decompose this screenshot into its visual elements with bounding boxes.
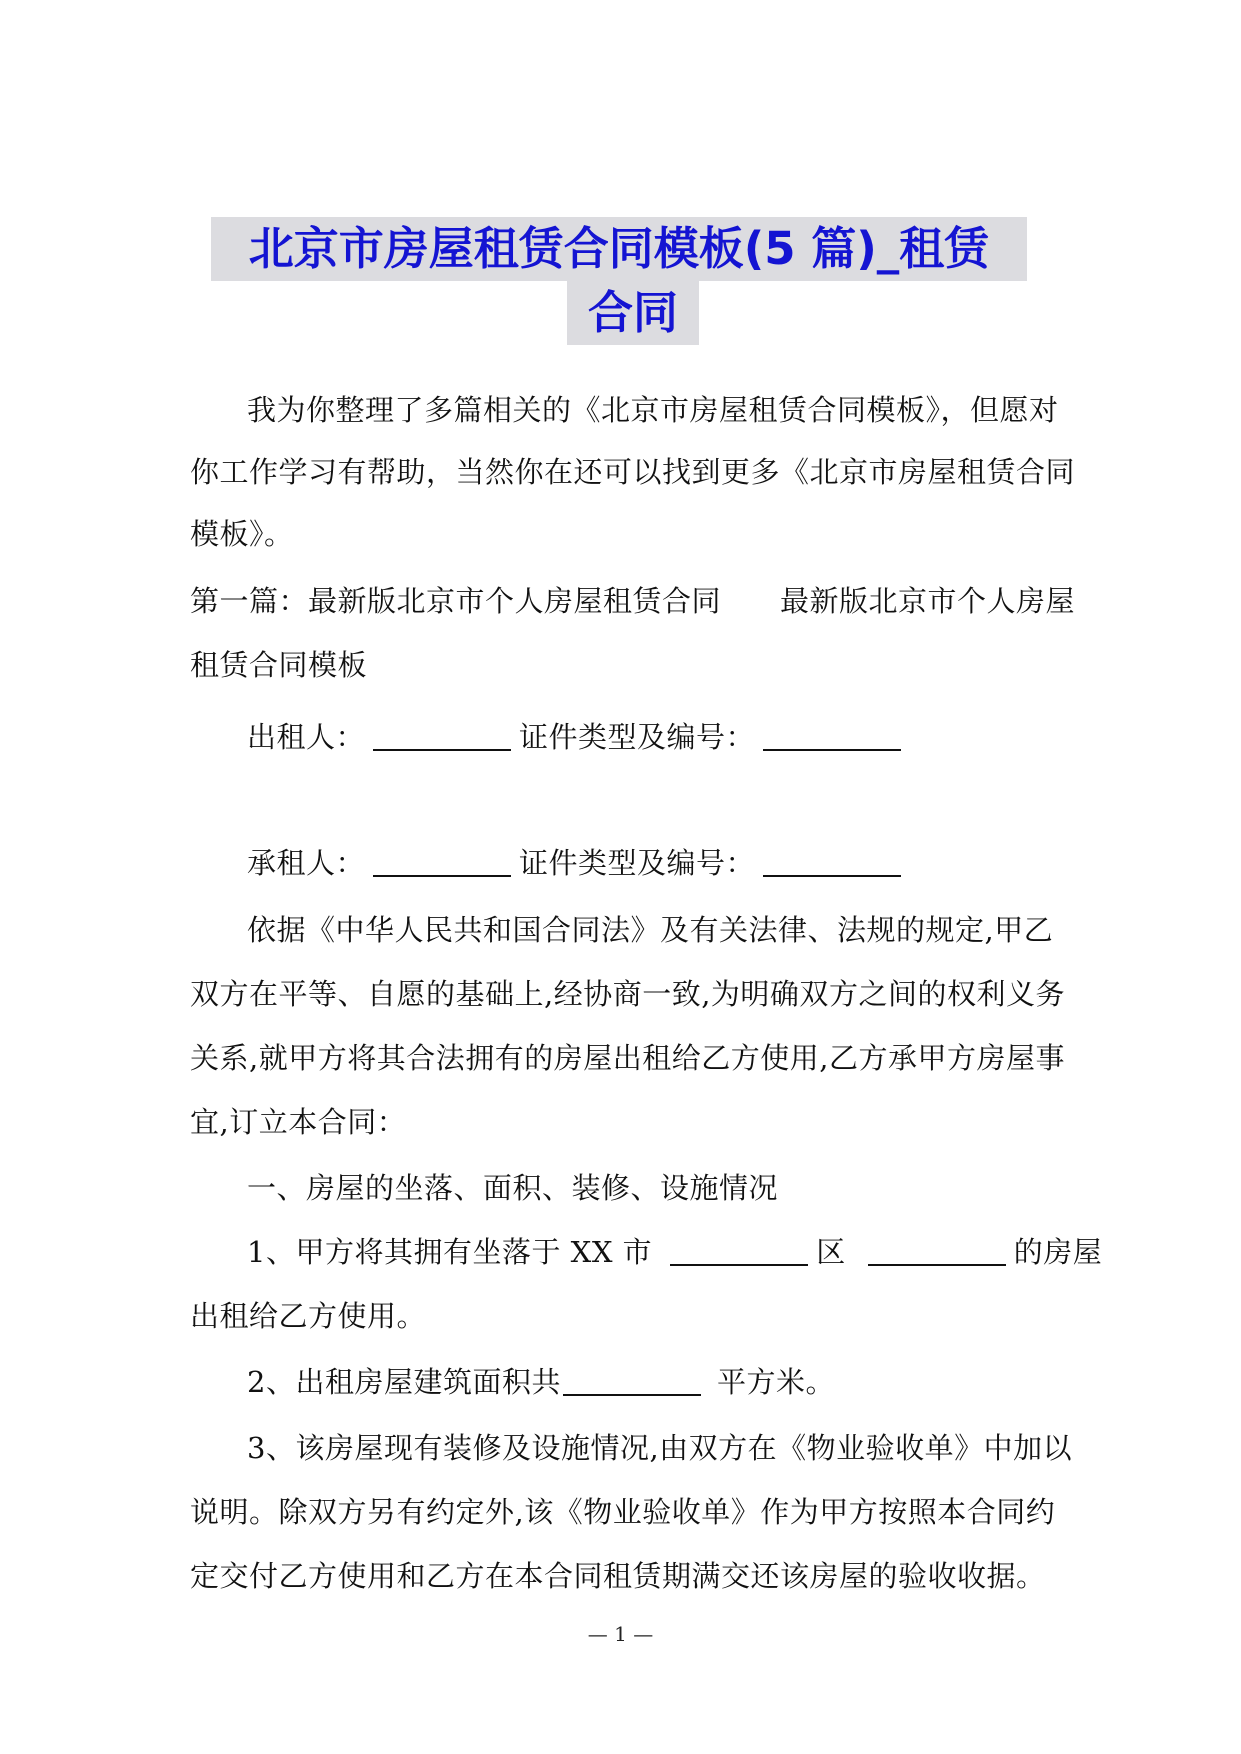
- lessor-id-label: 证件类型及编号：: [519, 720, 756, 754]
- preamble-line-2: 双方在平等、自愿的基础上,经协商一致,为明确双方之间的权利义务: [190, 977, 1065, 1011]
- lessee-id-blank: [763, 845, 901, 877]
- lessor-blank: [373, 719, 511, 751]
- article1-item3-line-1: 3、该房屋现有装修及设施情况,由双方在《物业验收单》中加以: [247, 1431, 1073, 1465]
- page-number: — 1 —: [587, 1622, 654, 1646]
- preamble-line-1: 依据《中华人民共和国合同法》及有关法律、法规的规定,甲乙: [247, 913, 1054, 947]
- article1-item1-line-2: 出租给乙方使用。: [190, 1299, 427, 1333]
- intro-line-1: 我为你整理了多篇相关的《北京市房屋租赁合同模板》，但愿对: [247, 393, 1059, 427]
- article1-item1-line-1: [247, 1232, 1102, 1272]
- item1-text-part2: 区: [816, 1235, 846, 1269]
- preamble-line-3: 关系,就甲方将其合法拥有的房屋出租给乙方使用,乙方承甲方房屋事: [190, 1041, 1065, 1075]
- article1-heading: 一、房屋的坐落、面积、装修、设施情况: [247, 1171, 779, 1205]
- lessor-id-blank: [763, 719, 901, 751]
- lessee-id-label: 证件类型及编号：: [519, 846, 756, 880]
- document-title-line-1: 北京市房屋租赁合同模板(5 篇)_租赁: [211, 217, 1027, 281]
- document-title-line-2: 合同: [567, 281, 699, 345]
- article1-item3-line-2: 说明。除双方另有约定外,该《物业验收单》作为甲方按照本合同约: [190, 1495, 1056, 1529]
- intro-line-2: 你工作学习有帮助，当然你在还可以找到更多《北京市房屋租赁合同: [190, 455, 1076, 489]
- article1-item2-line: [247, 1362, 835, 1402]
- area-blank: [563, 1364, 701, 1396]
- item1-text-part1: 1、甲方将其拥有坐落于 XX 市: [247, 1235, 653, 1269]
- item2-text-part2: 平方米。: [716, 1365, 835, 1399]
- item2-text-part1: 2、出租房屋建筑面积共: [247, 1365, 561, 1399]
- preamble-line-4: 宜,订立本合同：: [190, 1105, 407, 1139]
- lessor-line: [247, 717, 909, 757]
- article1-item3-line-3: 定交付乙方使用和乙方在本合同租赁期满交还该房屋的验收收据。: [190, 1559, 1046, 1593]
- lessee-label: 承租人：: [247, 846, 366, 880]
- item1-text-part3: 的房屋: [1013, 1235, 1103, 1269]
- section1-heading-line-2: 租赁合同模板: [190, 648, 368, 682]
- street-blank: [868, 1234, 1006, 1266]
- lessee-line: [247, 843, 909, 883]
- section1-heading-line-1: 第一篇：最新版北京市个人房屋租赁合同 最新版北京市个人房屋: [190, 584, 1076, 618]
- city-district-blank: [670, 1234, 808, 1266]
- intro-line-3: 模板》。: [190, 517, 294, 551]
- lessee-blank: [373, 845, 511, 877]
- lessor-label: 出租人：: [247, 720, 366, 754]
